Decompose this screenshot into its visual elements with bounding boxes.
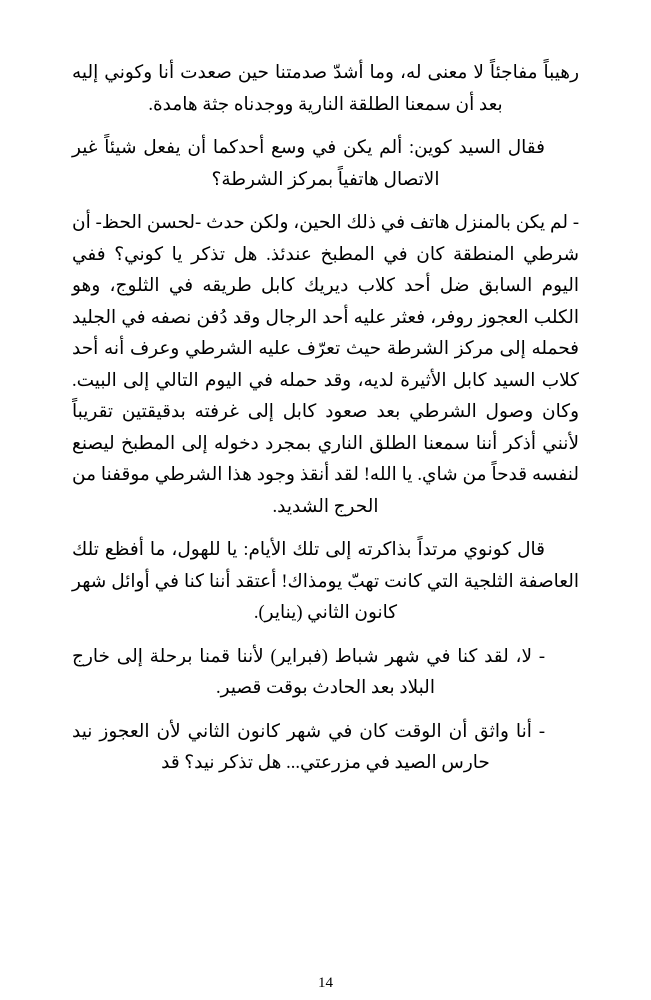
- paragraph: فقال السيد كوين: ألم يكن في وسع أحدكما أن يفعل شيئاً غير الاتصال هاتفياً بمركز الشرطة؟: [72, 138, 545, 190]
- paragraph: - لا، لقد كنا في شهر شباط (فبراير) لأننا قمنا برحلة إلى خارج البلاد بعد الحادث بوقت قصير.: [72, 646, 545, 698]
- page-number: 14: [318, 975, 333, 991]
- page-body: [72, 58, 579, 780]
- paragraph: - أنا واثق أن الوقت كان في شهر كانون الثاني لأن العجوز نيد حارس الصيد في مزرعتي... هل تذكر نيد؟ قد: [72, 721, 545, 773]
- paragraph: رهيباً مفاجئاً لا معنى له، وما أشدّ صدمتنا حين صعدت أنا وكوني إليه بعد أن سمعنا الطلقة النارية ووجدناه جثة هامدة.: [72, 63, 579, 115]
- paragraph: - لم يكن بالمنزل هاتف في ذلك الحين، ولكن حدث -لحسن الحظ- أن شرطي المنطقة كان في المطبخ عندئذ. هل تذكر يا كوني؟ ففي اليوم السابق ضل أحد كلاب ديريك كابل طريقه في الثلوج، وهو الكلب العجوز روفر، فعثر عليه أحد الرجال وقد دُفن نصفه في الجليد فحمله إلى مركز الشرطة حيث تعرّف عليه الشرطي وعرف أنه أحد كلاب السيد كابل الأثيرة لديه، وقد حمله في اليوم التالي إلى البيت. وكان وصول الشرطي بعد صعود كابل إلى غرفته بدقيقتين تقريباً لأنني أذكر أننا سمعنا الطلق الناري بمجرد دخوله إلى المطبخ ليصنع لنفسه قدحاً من شاي. يا الله! لقد أنقذ وجود هذا الشرطي موقفنا من الحرج الشديد.: [72, 213, 579, 517]
- paragraph: قال كونوي مرتداً بذاكرته إلى تلك الأيام: يا للهول، ما أفظع تلك العاصفة الثلجية التي كانت تهبّ يومذاك! أعتقد أننا كنا في أوائل شهر كانون الثاني (يناير).: [72, 540, 579, 623]
